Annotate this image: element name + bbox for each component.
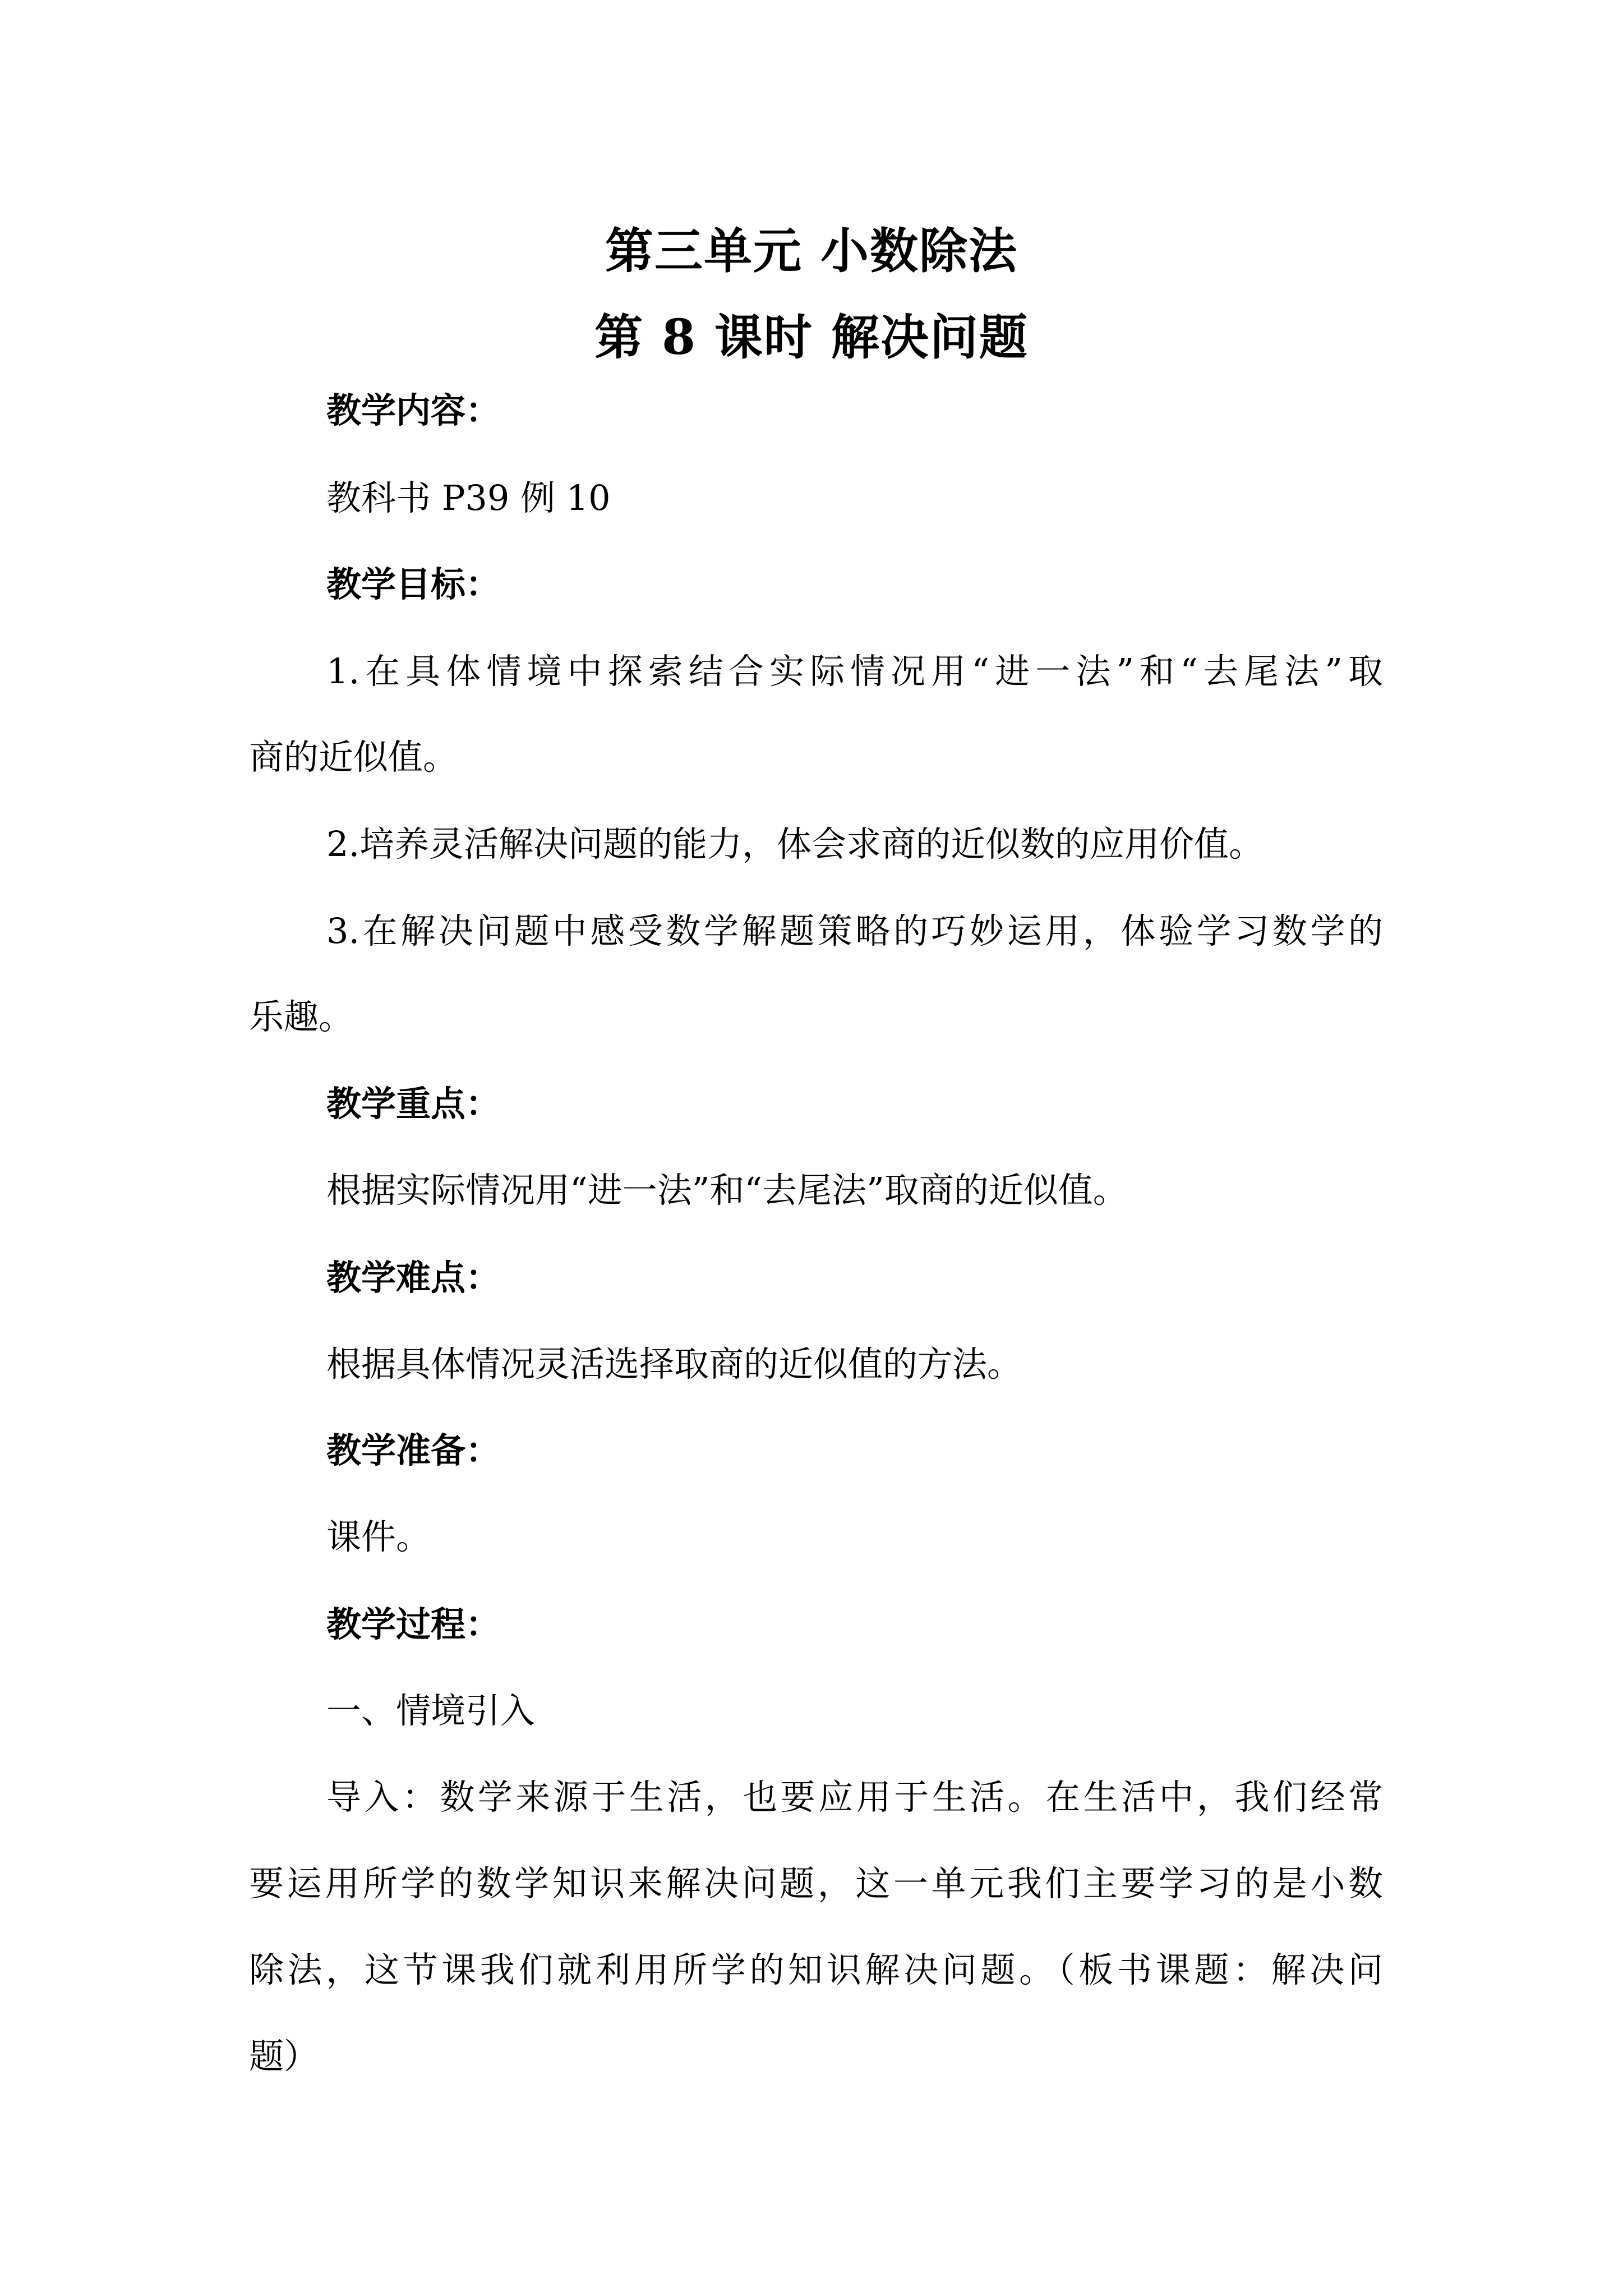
key-point-text: 根据实际情况用“进一法”和“去尾法”取商的近似值。 bbox=[326, 1170, 1128, 1211]
key-point-heading: 教学重点： bbox=[326, 1083, 501, 1124]
goals-heading: 教学目标： bbox=[326, 564, 501, 605]
goal-3-line-2: 乐趣。 bbox=[249, 996, 354, 1037]
goal-1-line-2: 商的近似值。 bbox=[249, 737, 458, 777]
intro-line-1: 导入：数学来源于生活，也要应用于生活。在生活中，我们经常 bbox=[326, 1777, 1383, 1818]
difficulty-heading: 教学难点： bbox=[326, 1257, 501, 1298]
step-1-title: 一、情境引入 bbox=[326, 1690, 536, 1731]
content-heading: 教学内容： bbox=[326, 390, 501, 431]
goal-2: 2.培养灵活解决问题的能力，体会求商的近似数的应用价值。 bbox=[326, 823, 1264, 864]
content-text: 教科书 P39 例 10 bbox=[326, 477, 611, 518]
intro-line-3: 除法，这节课我们就利用所学的知识解决问题。（板书课题：解决问 bbox=[249, 1949, 1383, 1990]
difficulty-text: 根据具体情况灵活选择取商的近似值的方法。 bbox=[326, 1343, 1022, 1384]
preparation-heading: 教学准备： bbox=[326, 1430, 501, 1471]
intro-line-2: 要运用所学的数学知识来解决问题，这一单元我们主要学习的是小数 bbox=[249, 1863, 1383, 1904]
preparation-text: 课件。 bbox=[326, 1516, 431, 1557]
unit-title: 第三单元 小数除法 bbox=[605, 223, 1018, 279]
goal-3-line-1: 3.在解决问题中感受数学解题策略的巧妙运用，体验学习数学的 bbox=[326, 910, 1383, 951]
intro-line-4: 题） bbox=[249, 2036, 319, 2077]
goal-1-line-1: 1.在具体情境中探索结合实际情况用“进一法”和“去尾法”取 bbox=[326, 651, 1383, 692]
lesson-title: 第 8 课时 解决问题 bbox=[594, 309, 1029, 366]
process-heading: 教学过程： bbox=[326, 1604, 501, 1645]
